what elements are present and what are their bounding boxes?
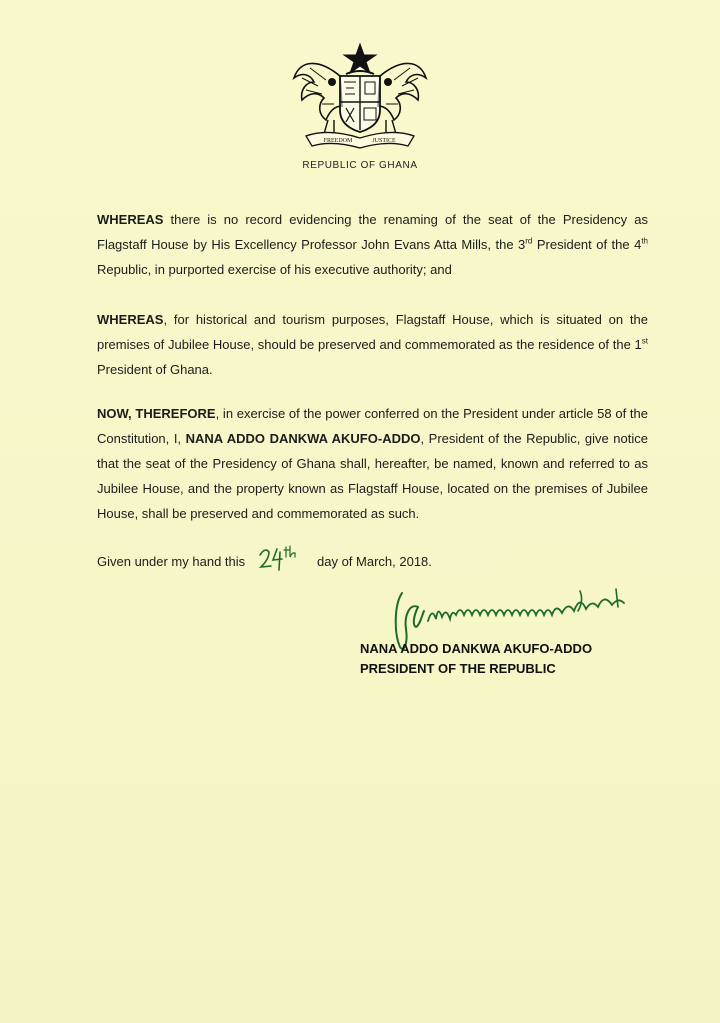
ordinal-suffix: st (641, 336, 648, 346)
handwritten-day (257, 543, 301, 573)
signer-block (360, 639, 592, 679)
paragraph-text: President of the 4 (532, 237, 642, 252)
paragraph-lead: WHEREAS (97, 212, 164, 227)
paragraph-text: President of Ghana. (97, 362, 213, 377)
ordinal-suffix: th (641, 236, 648, 246)
paragraph-now-therefore (97, 401, 648, 526)
given-prefix: Given under my hand this (97, 554, 246, 569)
paragraph-text: , in exercise of the power conferred on the President under article 58 of the Constitution, I, (97, 406, 648, 446)
signer-title: PRESIDENT OF THE REPUBLIC (360, 661, 556, 676)
given-under-hand-line (97, 551, 657, 581)
paragraph-text: there is no record evidencing the renaming of the seat of the Presidency as Flagstaff House by His Excellency Professor John Evans Atta Mills, the 3 (97, 212, 648, 252)
ordinal-suffix: rd (525, 236, 533, 246)
paragraph-text: , for historical and tourism purposes, Flagstaff House, which is situated on the premises of Jubilee House, should be preserved and commemorated as the residence of the 1 (97, 312, 648, 352)
paragraph-lead: WHEREAS (97, 312, 164, 327)
country-heading: REPUBLIC OF GHANA (302, 160, 418, 171)
coat-of-arms-emblem (288, 38, 432, 156)
paragraph-text: , President of the Republic, give notice that the seat of the Presidency of Ghana shall, hereafter, be named, known and referred to as Jubilee House, and the property known as Flagstaff House, located on the premises of Jubilee House, shall be preserved and commemorated as such. (97, 431, 648, 521)
signer-name: NANA ADDO DANKWA AKUFO-ADDO (360, 641, 593, 656)
motto-right-text: JUSTICE (372, 138, 396, 144)
paragraph-text: Republic, in purported exercise of his executive authority; and (97, 262, 452, 277)
given-suffix: day of March, 2018. (317, 554, 432, 569)
paragraph-whereas-2 (97, 307, 648, 382)
paragraph-lead: NOW, THEREFORE (97, 406, 216, 421)
president-name-inline: NANA ADDO DANKWA AKUFO-ADDO (185, 431, 421, 446)
motto-left-text: FREEDOM (323, 138, 353, 144)
paragraph-whereas-1 (97, 207, 648, 282)
